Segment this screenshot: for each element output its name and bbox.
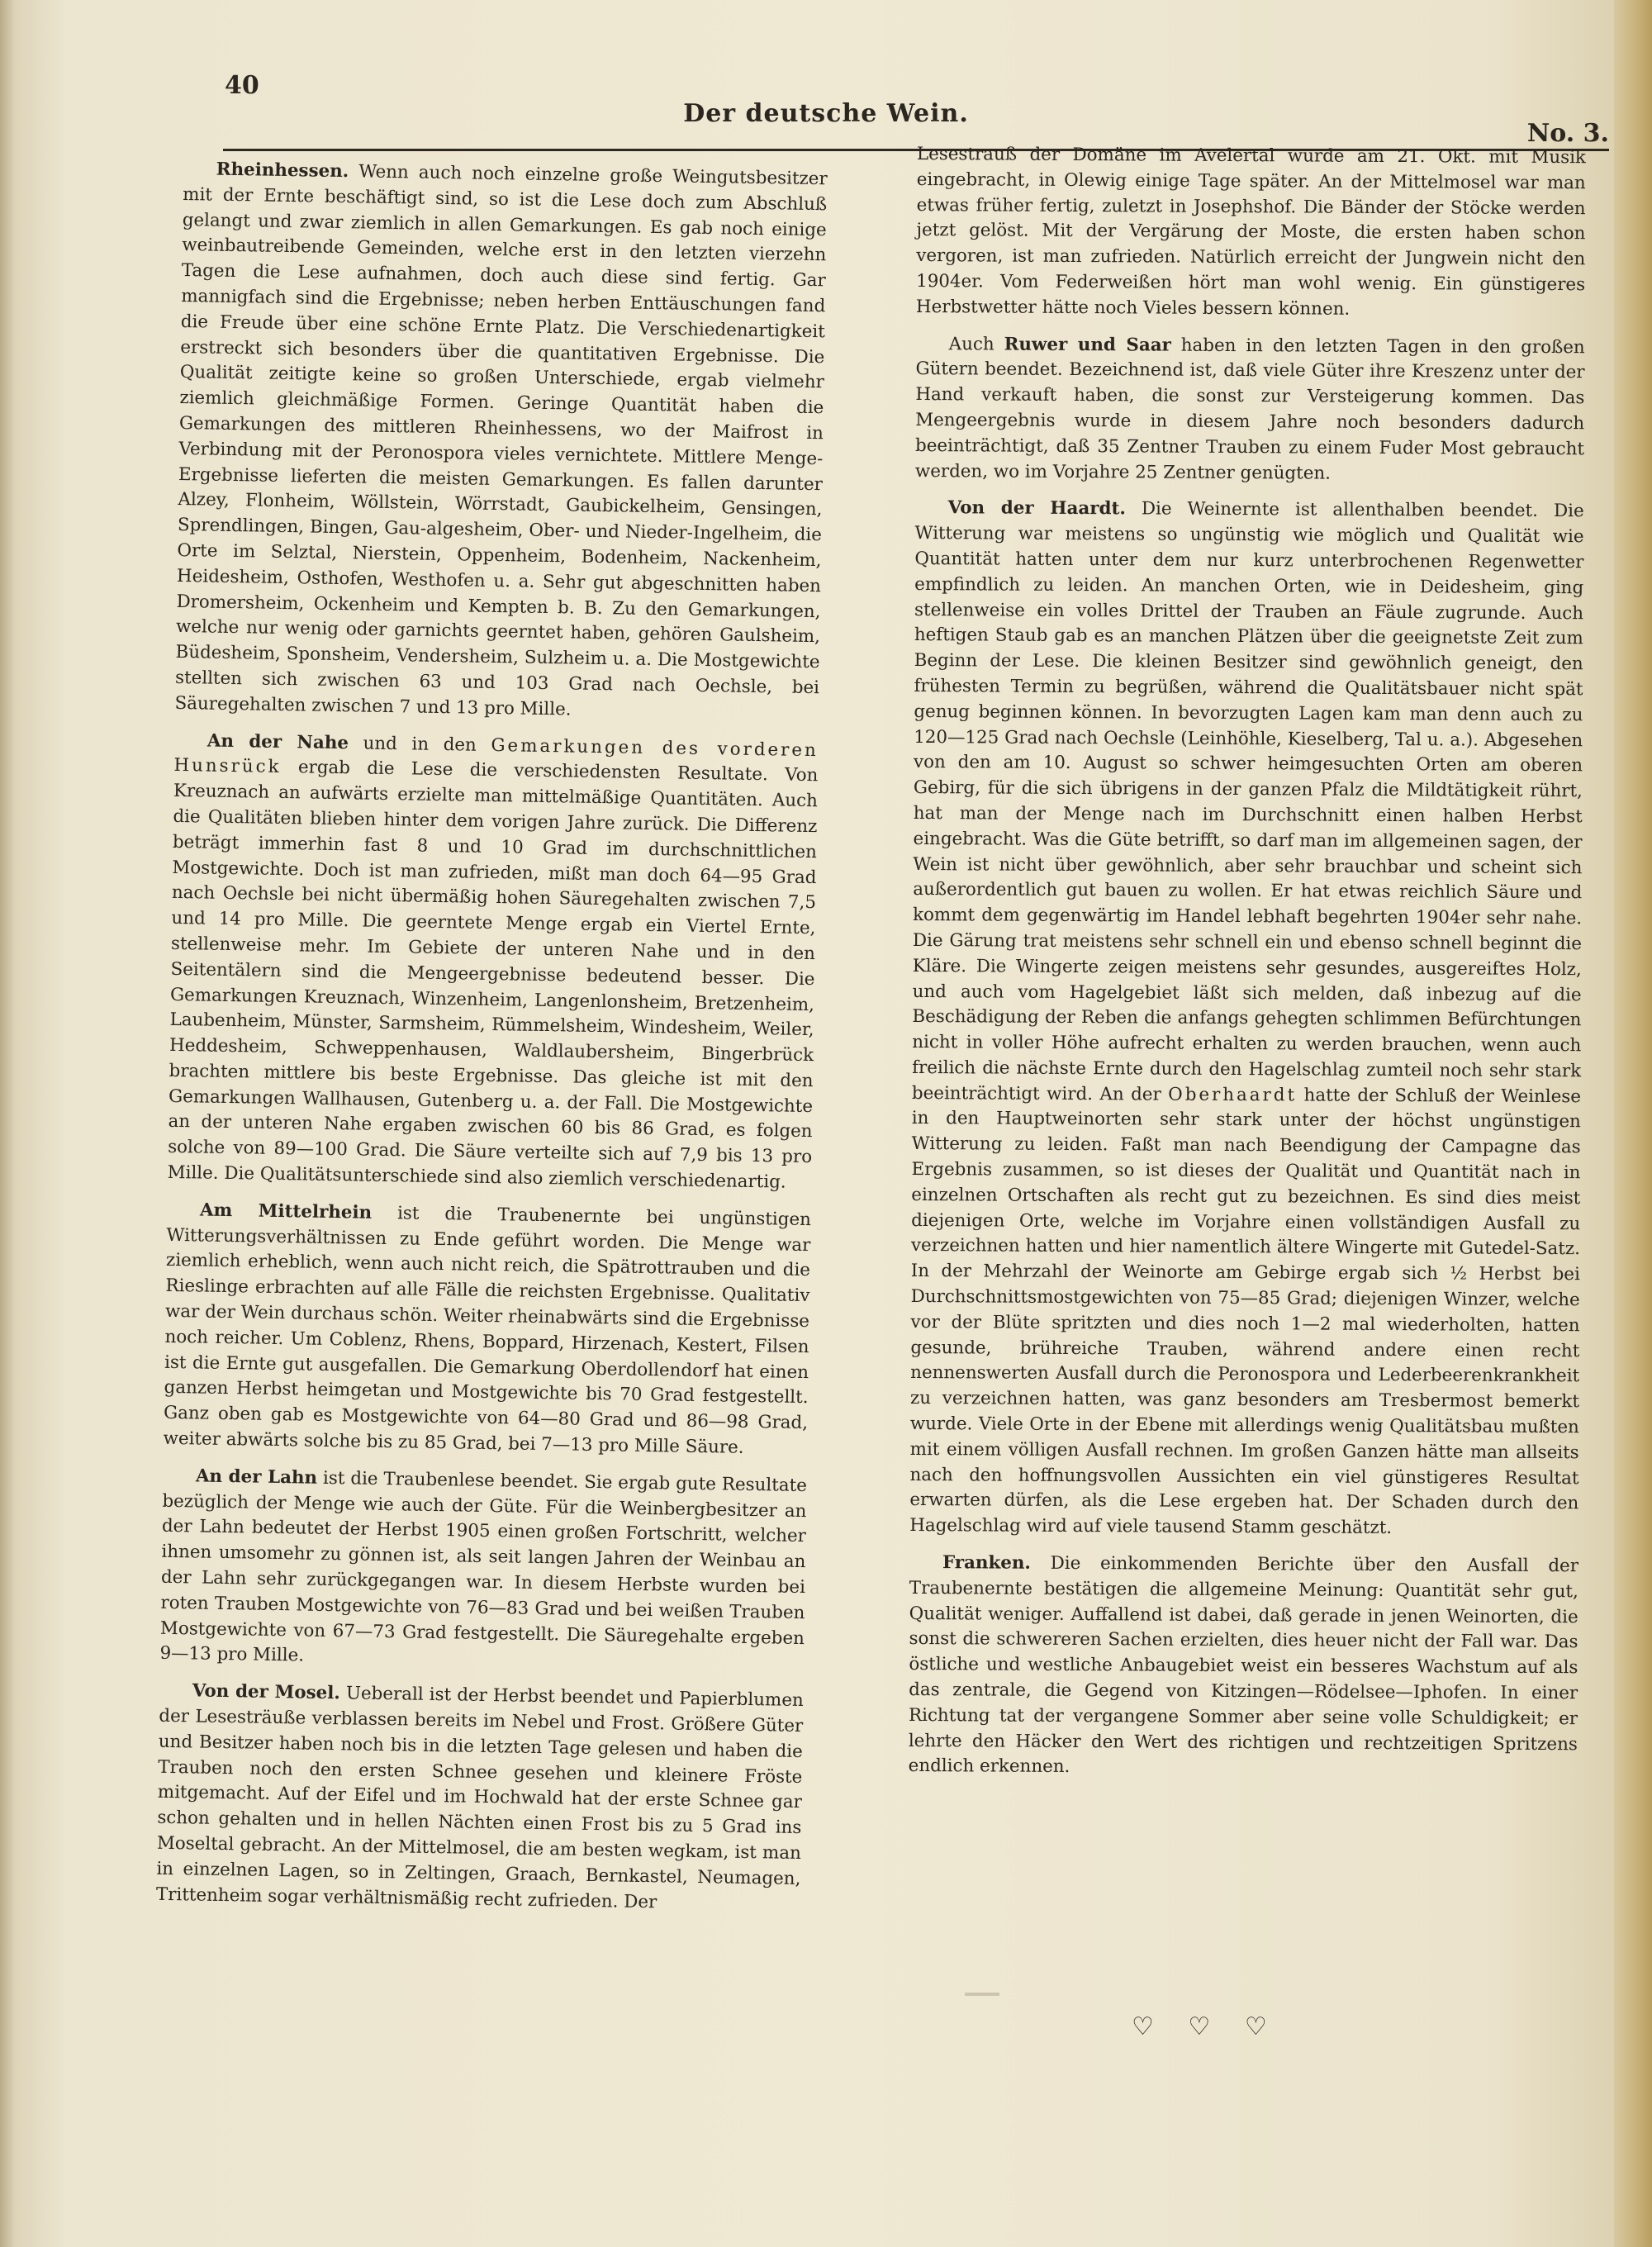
article-mosel-continued xyxy=(916,142,1586,324)
article-text: Auch xyxy=(948,333,995,355)
article-text: Lesestrauß der Domäne im Avelertal wurde am 21. Okt. mit Musik eingebracht, in Olewig einige Tage später. An der Mittelmosel war man etwas früher fertig, zuletzt in Josephshof. Die Bänder der Stöcke werden jetzt gelöst. Mit der Vergärung der Moste, die ersten haben schon vergoren, ist man zufrieden. Natürlich erreicht der Jungwein nicht den 1904er. Vom Federweißen hört man wohl wenig. Ein günstigeres Herbstwetter hätte noch Vieles bessern können. xyxy=(915,143,1586,320)
article-text: haben in den letzten Tagen in den großen Gütern beendet. Bezeichnend ist, daß viele Güter ihre Kreszenz unter der Hand verkauft haben, die sonst zur Versteigerung kommen. Das Mengeergebnis wurde in diesem Jahre noch besonders dadurch beeinträchtigt, daß 35 Zentner Trauben zu einem Fuder Most gebraucht werden, wo im Vorjahre 25 Zentner genügten. xyxy=(914,335,1585,484)
article-ruwer-saar xyxy=(915,332,1585,488)
section-heading-ruwer-saar: Ruwer und Saar xyxy=(1004,334,1171,356)
closing-ornament: ♡ ♡ ♡ xyxy=(1132,2012,1280,2041)
article-lahn xyxy=(159,1464,807,1678)
masthead-title: Der deutsche Wein. xyxy=(683,99,969,128)
article-haardt xyxy=(909,496,1584,1542)
spaced-text: Gemarkungen des vorderen Hunsrück xyxy=(173,734,819,778)
page-edge-right xyxy=(1614,0,1652,2247)
page-edge-left xyxy=(0,0,15,2247)
article-mittelrhein xyxy=(163,1198,811,1462)
left-column xyxy=(155,157,827,1929)
article-text: Ueberall ist der Herbst beendet und Papierblumen der Lesesträuße verblassen bereits im Nebel und Frost. Größere Güter und Besitzer haben noch bis in die letzten Tage gelesen und haben die Trauben noch den ersten Schnee gesehen und kleinere Fröste mitgemacht. Auf der Eifel und im Hochwald hat der erste Schnee gar schon gehalten und in hellen Nächten einen Frost bis zu 5 Grad ins Moseltal gebracht. An der Mittelmosel, die am besten wegkam, ist man in einzelnen Lagen, so in Zeltingen, Graach, Bernkastel, Neumagen, Trittenheim sogar verhältnismäßig recht zufrieden. Der xyxy=(155,1683,804,1912)
section-heading-lahn: An der Lahn xyxy=(195,1466,318,1489)
section-heading-rheinhessen: Rheinhessen. xyxy=(216,159,349,183)
page-number: 40 xyxy=(225,71,259,100)
article-text: hatte der Schluß der Weinlese in den Hauptweinorten sehr stark unter der höchst ungünstigen Witterung zu leiden. Faßt man nach Beendigung der Campagne das Ergebnis zusammen, so ist dieses der Qualität und Quantität nach in einzelnen Ortschaften als recht gut zu bezeichnen. Es sind dies meist diejenigen Orte, welche im Vorjahre einen vollständigen Ausfall zu verzeichnen hatten und hier namentlich ältere Wingerte mit Gutedel-Satz. In der Mehrzahl der Weinorte am Gebirge ergab sich ½ Herbst bei Durchschnittsmostgewichten von 75—85 Grad; diejenigen Winzer, welche vor der Blüte spritzten und dies noch 1—2 mal wiederholten, hatten gesunde, brühreiche Trauben, während andere einen recht nennenswerten Ausfall durch die Peronospora und Lederbeerenkrankheit zu verzeichnen hatten, was ganz besonders am Tresbermost bemerkt wurde. Viele Orte in der Ebene mit allerdings wenig Qualitätsbau mußten mit einem völligen Ausfall rechnen. Im großen Ganzen hätte man allseits nach den hoffnungsvollen Aussichten ein viel günstigeres Resultat erwarten dürfen, als die Lese ergeben hat. Der Schaden durch den Hagelschlag wird auf viele tausend Stamm geschätzt. xyxy=(909,1085,1582,1539)
article-franken xyxy=(909,1551,1578,1783)
article-text: ergab die Lese die verschiedensten Resultate. Von Kreuznach an aufwärts erzielte man mittelmäßige Quantitäten. Auch die Qualitäten blieben hinter dem vorigen Jahre zurück. Die Differenz beträgt immerhin fast 8 und 10 Grad im durchschnittlichen Mostgewichte. Doch ist man zufrieden, mißt man doch 64—95 Grad nach Oechsle bei nicht übermäßig hohen Säuregehalten zwischen 7,5 und 14 pro Mille. Die geerntete Menge ergab ein Viertel Ernte, stellenweise mehr. Im Gebiete der unteren Nahe und in den Seitentälern sind die Mengeergebnisse bedeutend besser. Die Gemarkungen Kreuznach, Winzenheim, Langenlonsheim, Bretzenheim, Laubenheim, Münster, Sarmsheim, Rümmelsheim, Windesheim, Weiler, Heddesheim, Schweppenhausen, Waldlaubersheim, Bingerbrück brachten mittlere bis beste Ergebnisse. Das gleiche ist mit den Gemarkungen Wallhausen, Gutenberg u. a. der Fall. Die Mostgewichte an der unteren Nahe ergaben zwischen 60 bis 86 Grad, es folgen solche von 89—100 Grad. Die Säure verteilte sich auf 7,9 bis 13 pro Mille. Die Qualitätsunterschiede sind also ziemlich verschiedenartig. xyxy=(167,757,819,1193)
article-rheinhessen xyxy=(174,157,828,727)
article-nahe xyxy=(167,728,819,1196)
article-text: Die Weinernte ist allenthalben beendet. Die Witterung war meistens so ungünstig wie möglich und Qualität wie Quantität hatten unter dem nur kurz unterbrochenen Regenwetter empfindlich zu leiden. An manchen Orten, wie in Deidesheim, ging stellenweise ein volles Drittel der Trauben an Fäule zugrunde. Auch heftigen Staub gab es an manchen Plätzen über die geeignetste Zeit zum Beginn der Lese. Die kleinen Besitzer sind gewöhnlich geneigt, den frühesten Termin zu begrüßen, während die Qualitätsbauer nicht spät genug beginnen können. In bevorzugten Lagen kam man denn auch zu 120—125 Grad nach Oechsle (Leinhöhle, Kieselberg, Tal u. a.). Abgesehen von den am 10. August so schwer heimgesuchten Orten am oberen Gebirg, für die sich übrigens in der ganzen Pfalz die Mildtätigkeit rührt, hat man der Menge nach im Durchschnitt einen halben Herbst eingebracht. Was die Güte betrifft, so darf man im allgemeinen sagen, der Wein ist nicht über gewöhnlich, aber sehr brauchbar und scheint sich außerordentlich gut bauen zu wollen. Er hat etwas reichlich Säure und kommt dem gegenwärtig im Handel lebhaft begehrten 1904er sehr nahe. Die Gärung trat meistens sehr schnell ein und ebenso schnell beginnt die Kläre. Die Wingerte zeigen meistens sehr gesundes, ausgereiftes Holz, und auch vom Hagelgebiet läßt sich melden, daß inbezug auf die Beschädigung der Reben die anfangs gehegten schlimmen Befürchtungen nicht in voller Höhe aufrecht erhalten zu werden brauchen, wenn auch freilich die nächste Ernte durch den Hagelschlag zumteil noch sehr stark beeinträchtigt wird. An der xyxy=(911,498,1584,1105)
section-heading-haardt: Von der Haardt. xyxy=(947,497,1126,520)
article-text: Wenn auch noch einzelne große Weingutsbesitzer mit der Ernte beschäftigt sind, so ist die Lese doch zum Abschluß gelangt und zwar ziemlich in allen Gemarkungen. Es gab noch einige weinbautreibende Gemeinden, welche erst in den letzten vierzehn Tagen die Lese aufnahmen, doch auch diese sind fertig. Gar mannigfach sind die Ergebnisse; neben herben Enttäuschungen fand die Freude über eine schöne Ernte Platz. Die Verschiedenartigkeit erstreckt sich besonders über die quantitativen Ergebnisse. Die Qualität zeitigte keine so großen Unterschiede, ergab vielmehr ziemlich gleichmäßige Formen. Geringe Quantität haben die Gemarkungen des mittleren Rheinhessens, wo der Maifrost in Verbindung mit der Peronospora vieles vernichtete. Mittlere Menge-Ergebnisse lieferten die meisten Gemarkungen. Es fallen darunter Alzey, Flonheim, Wöllstein, Wörrstadt, Gaubickelheim, Gensingen, Sprendlingen, Bingen, Gau-algesheim, Ober- und Nieder-Ingelheim, die Orte im Selztal, Nierstein, Oppenheim, Bodenheim, Nackenheim, Heidesheim, Osthofen, Westhofen u. a. Sehr gut abgeschnitten haben Dromersheim, Ockenheim und Kempten b. B. Zu den Gemarkungen, welche nur wenig oder garnichts geerntet haben, gehören Gaulsheim, Büdesheim, Sponsheim, Vendersheim, Sulzheim u. a. Die Mostgewichte stellten sich zwischen 63 und 103 Grad nach Oechsle, bei Säuregehalten zwischen 7 und 13 pro Mille. xyxy=(174,161,828,720)
issue-number: No. 3. xyxy=(1526,119,1609,148)
article-text: ist die Traubenlese beendet. Sie ergab gute Resultate bezüglich der Menge wie auch der Güte. Für die Weinbergbesitzer an der Lahn bedeutet der Herbst 1905 einen großen Fortschritt, welcher ihnen umsomehr zu gönnen ist, als seit langen Jahren der Weinbau an der Lahn sehr zurückgegangen war. In diesem Herbste wurden bei roten Trauben Mostgewichte von 76—83 Grad und bei weißen Trauben Mostgewichte von 67—73 Grad festgestellt. Die Säuregehalte ergeben 9—13 pro Mille. xyxy=(159,1467,808,1666)
article-text: ist die Traubenernte bei ungünstigen Witterungsverhältnissen zu Ende geführt worden. Die Menge war ziemlich erheblich, wenn auch nicht reich, die Spätrottrauben und die Rieslinge erbrachten auf alle Fälle die reichsten Ergebnisse. Qualitativ war der Wein durchaus schön. Weiter rheinabwärts sind die Ergebnisse noch reicher. Um Coblenz, Rhens, Boppard, Hirzenach, Kestert, Filsen ist die Ernte gut ausgefallen. Die Gemarkung Oberdollendorf hat einen ganzen Herbst heimgetan und Mostgewichte bis 70 Grad festgestellt. Ganz oben gab es Mostgewichte von 64—80 Grad und 86—98 Grad, weiter abwärts solche bis zu 85 Grad, bei 7—13 pro Mille Säure. xyxy=(163,1203,812,1458)
section-heading-mittelrhein: Am Mittelrhein xyxy=(199,1200,373,1223)
section-heading-franken: Franken. xyxy=(942,1552,1031,1574)
spaced-text: Oberhaardt xyxy=(1168,1084,1298,1106)
article-text: und in den xyxy=(363,733,477,756)
article-text: Die einkommenden Berichte über den Ausfall der Traubenernte bestätigen die allgemeine Meinung: Quantität sehr gut, Qualität weniger. Auffallend ist dabei, daß gerade in jenen Weinorten, die sonst die schwereren Sachen erzielten, dies heuer nicht der Fall war. Das östliche und westliche Anbaugebiet weist ein besseres Wachstum auf als das zentrale, die Gegend von Kitzingen—Rödelsee—Iphofen. In einer Richtung tat der vergangene Sommer aber seine volle Schuldigkeit; er lehrte den Häcker den Wert des richtigen und rechtzeitigen Spritzens endlich erkennen. xyxy=(908,1552,1579,1778)
right-column xyxy=(909,142,1586,1794)
section-heading-nahe: An der Nahe xyxy=(206,730,349,753)
article-mosel xyxy=(156,1679,804,1917)
ink-smudge xyxy=(965,1993,999,1996)
section-heading-mosel: Von der Mosel. xyxy=(192,1680,341,1704)
